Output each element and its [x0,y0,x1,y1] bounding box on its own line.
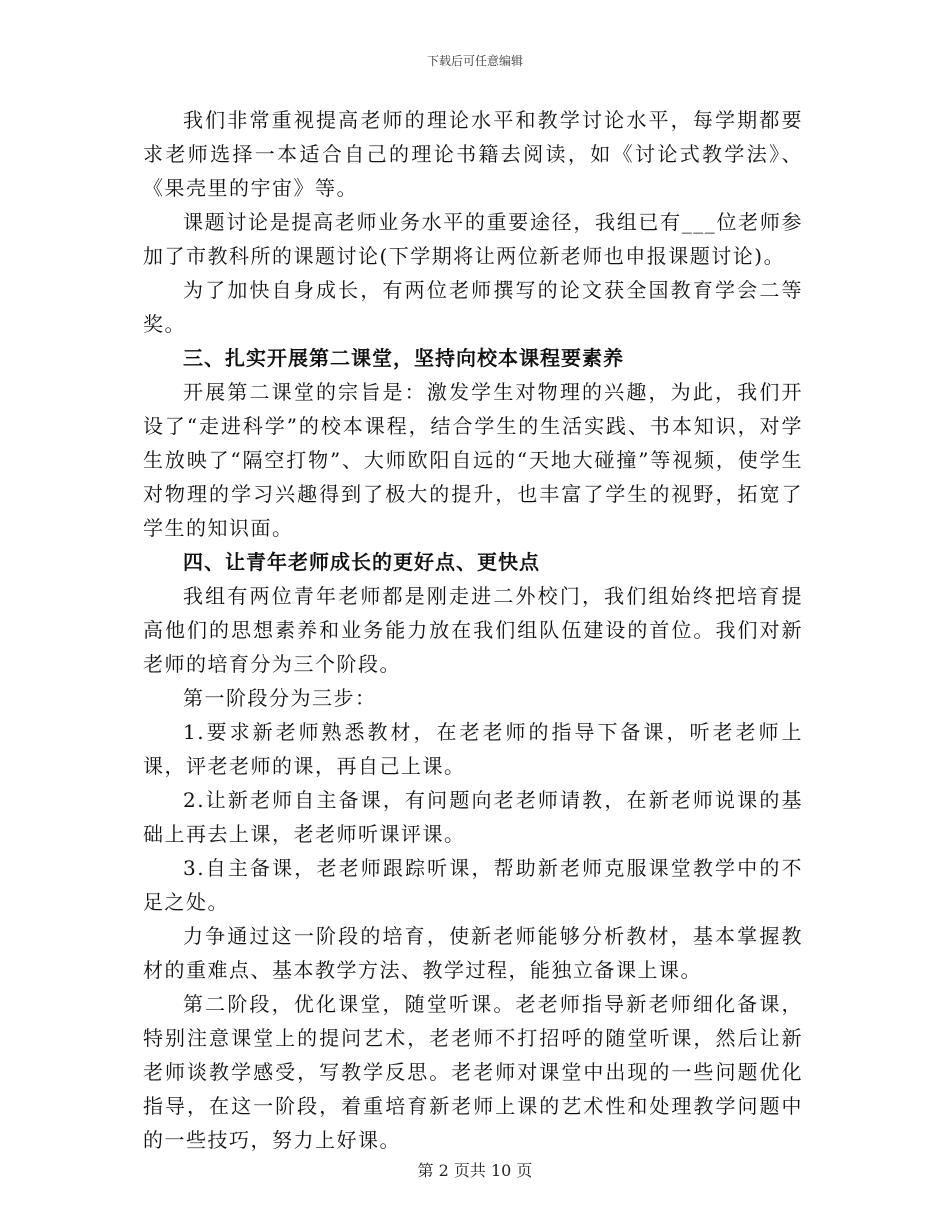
paragraph: 第一阶段分为三步： [183,686,377,710]
paragraph: 第二阶段，优化课堂，随堂听课。老老师指导新老师细化备课，特别注意课堂上的提问艺术，老老师不打招呼的随堂听课，然后让新老师谈教学感受，写教学反思。老老师对课堂中出现的一些问题优化指导，在这一阶段，着重培育新老师上课的艺术性和处理教学问题中的一些技巧，努力上好课。 [143,992,803,1152]
paragraph: 开展第二课堂的宗旨是：激发学生对物理的兴趣，为此，我们开设了“走进科学”的校本课程，结合学生的生活实践、书本知识，对学生放映了“隔空打物”、大师欧阳自远的“天地大碰撞”等视频，使学生对物理的学习兴趣得到了极大的提升，也丰富了学生的视野，拓宽了学生的知识面。 [143,380,803,540]
paragraph: 为了加快自身成长，有两位老师撰写的论文获全国教育学会二等奖。 [143,278,803,336]
list-item: 1.要求新老师熟悉教材，在老老师的指导下备课，听老老师上课，评老老师的课，再自己上课。 [143,720,803,778]
page-footer: 第 2 页共 10 页 [417,1161,533,1180]
document-body [143,103,803,1157]
paragraph: 我组有两位青年老师都是刚走进二外校门，我们组始终把培育提高他们的思想素养和业务能力放在我们组队伍建设的首位。我们对新老师的培育分为三个阶段。 [143,584,803,676]
section-heading: 四、让青年老师成长的更好点、更快点 [183,550,540,574]
page-header: 下载后可任意编辑 [426,54,523,68]
paragraph: 力争通过这一阶段的培育，使新老师能够分析教材，基本掌握教材的重难点、基本教学方法、教学过程，能独立备课上课。 [143,924,803,982]
section-heading: 三、扎实开展第二课堂，坚持向校本课程要素养 [183,346,624,370]
list-item: 2.让新老师自主备课，有问题向老老师请教，在新老师说课的基础上再去上课，老老师听课评课。 [143,788,803,846]
paragraph: 我们非常重视提高老师的理论水平和教学讨论水平，每学期都要求老师选择一本适合自己的理论书籍去阅读，如《讨论式教学法》、《果壳里的宇宙》等。 [143,108,803,200]
list-item: 3.自主备课，老老师跟踪听课，帮助新老师克服课堂教学中的不足之处。 [143,856,803,914]
paragraph: 课题讨论是提高老师业务水平的重要途径，我组已有___位老师参加了市教科所的课题讨论(下学期将让两位新老师也申报课题讨论)。 [143,210,803,268]
